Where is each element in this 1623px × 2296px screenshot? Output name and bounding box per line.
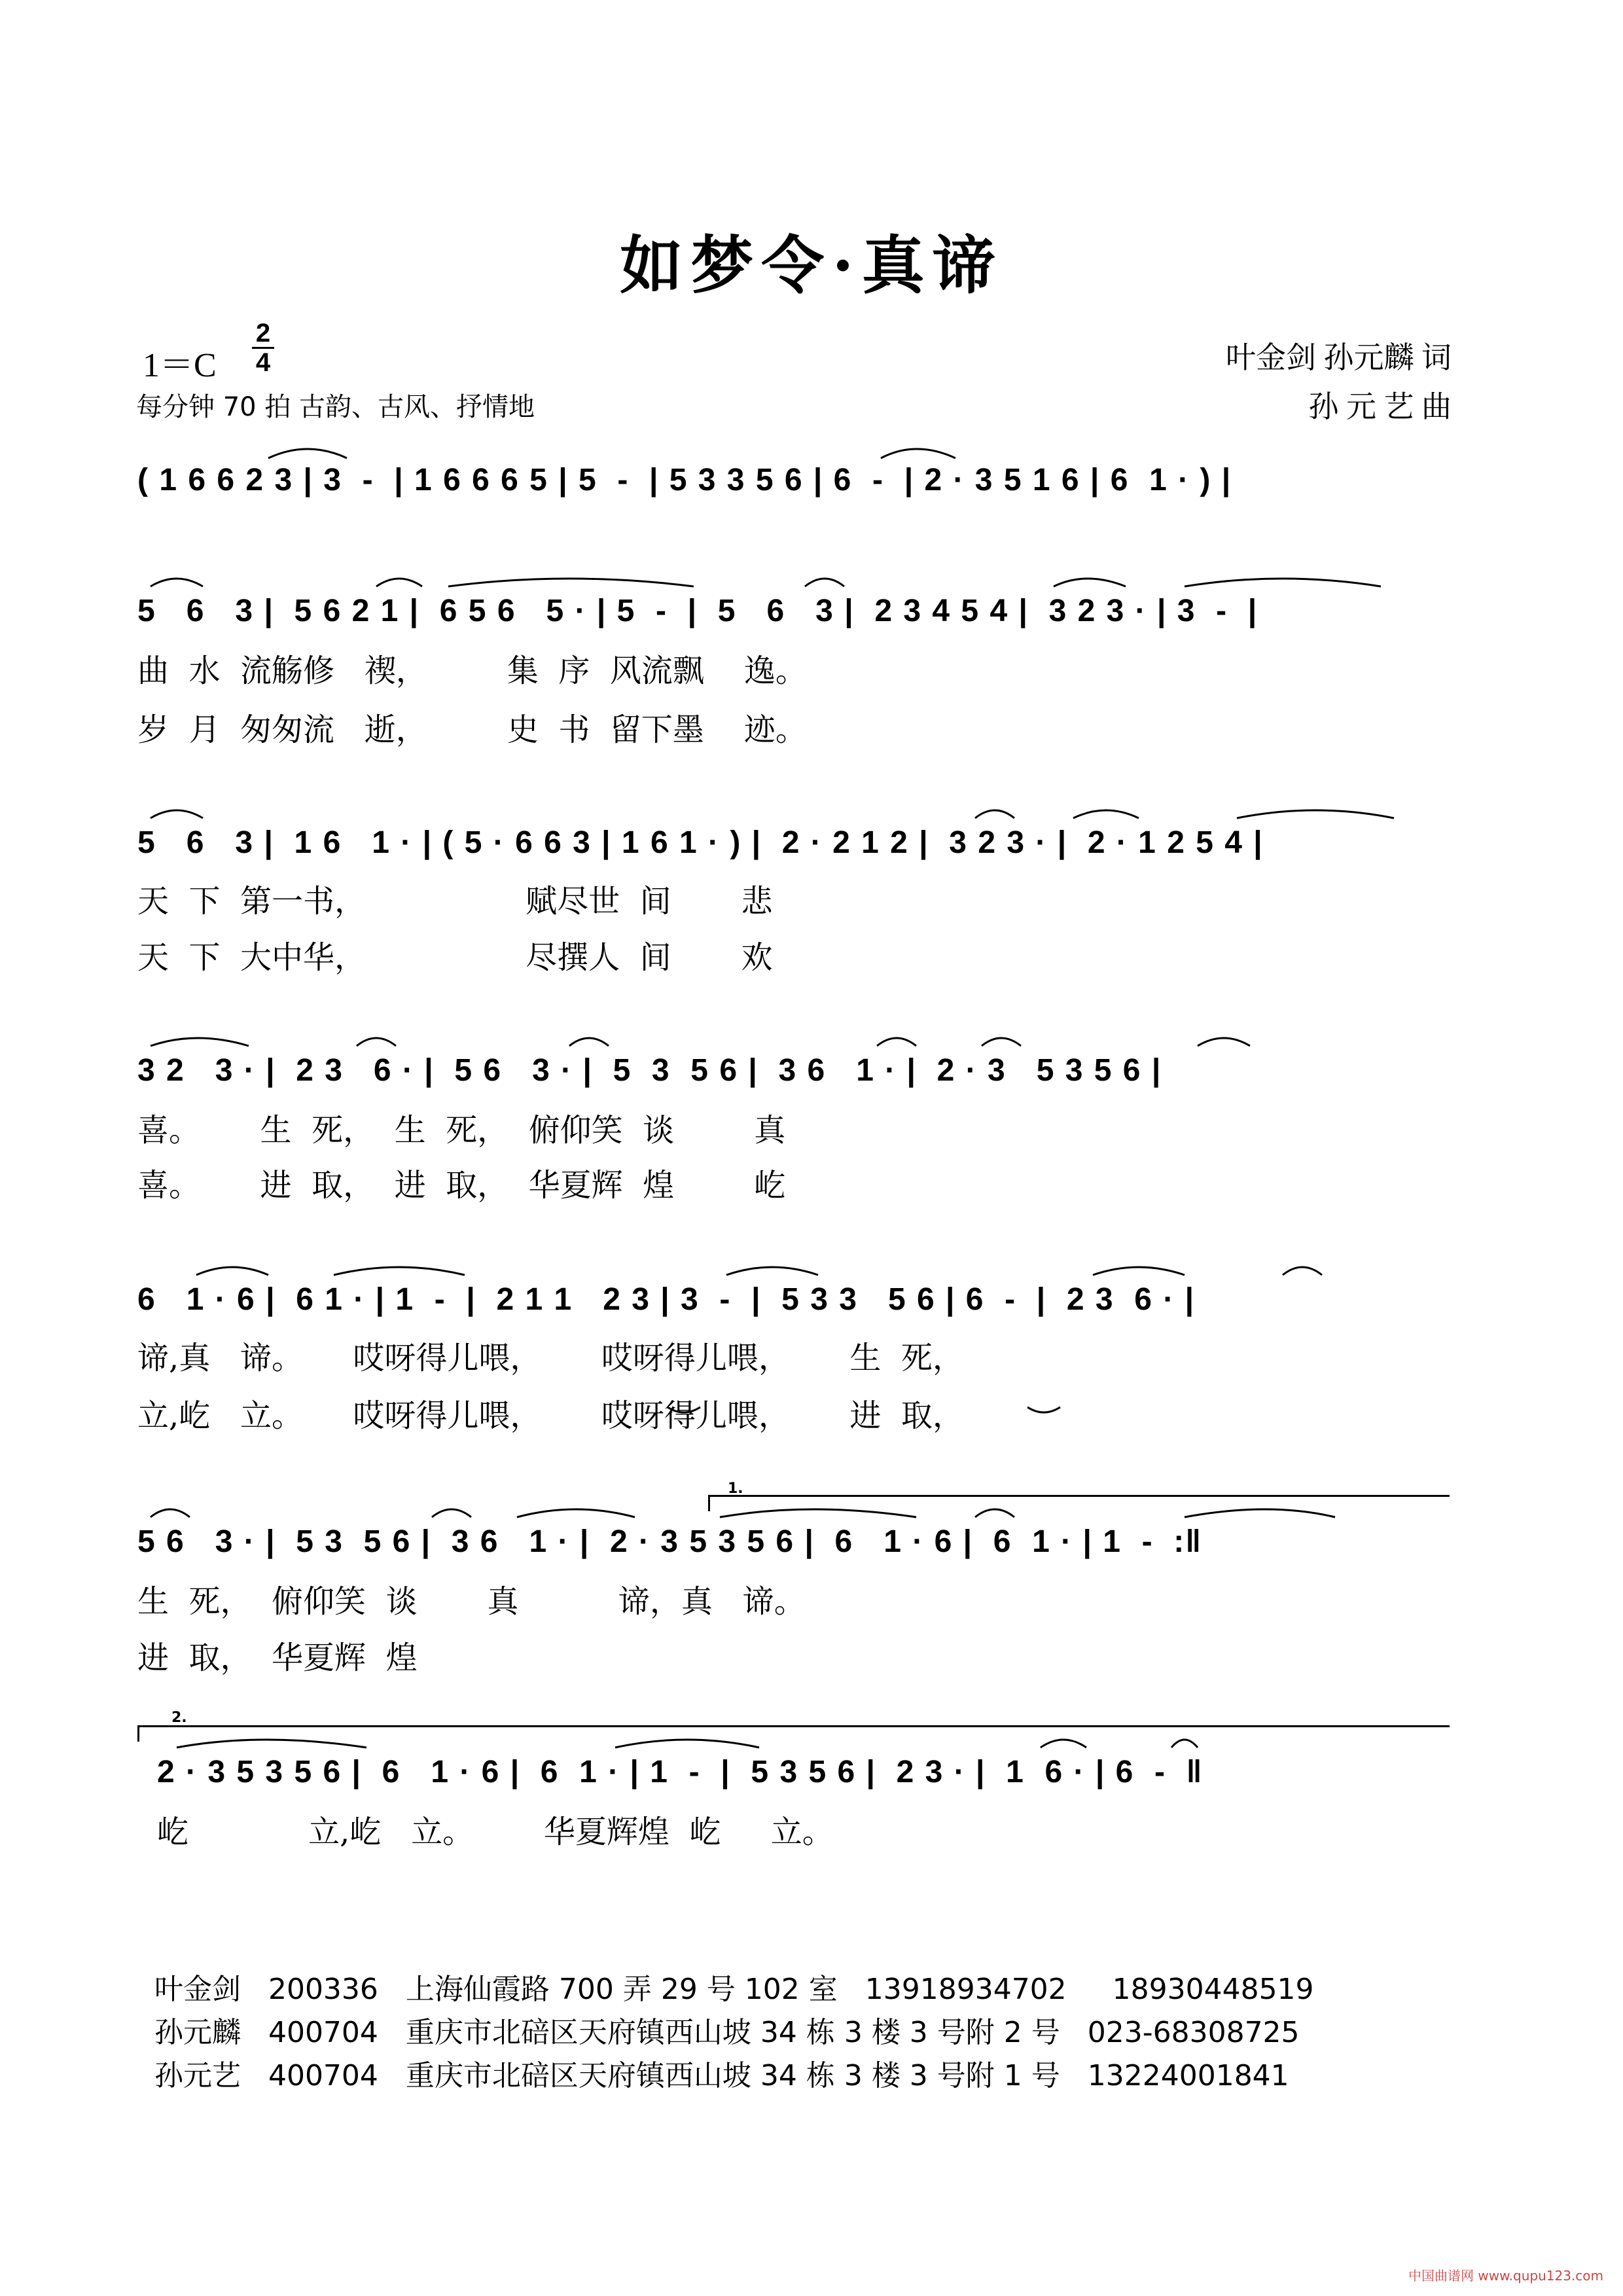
lyricist-credit: 叶金剑 孙元麟 词 [1226,341,1452,374]
notation-line-4: 3 2 3 · | 2 3 6 · | 5 6 3 · | 5 3 5 6 | 3 6 1 · | 2 · 3 5 3 5 6 | [137,1053,1162,1088]
slur [1198,1038,1250,1046]
slur [1093,1267,1185,1275]
slur [805,579,844,586]
volta-number-1: 1. [728,1480,743,1497]
notation-line-5: 6 1 · 6 | 6 1 · | 1 - | 2 1 1 2 3 | 3 - | 5 3 3 5 6 | 6 - | 2 3 6 · | [137,1282,1196,1317]
lyrics-line-6-verse-2: 进 取， 华夏辉 煌 [137,1640,418,1676]
notation-line-3: 5 6 3 | 1 6 1 · | ( 5 · 6 6 3 | 1 6 1 · ) | 2 · 2 1 2 | 3 2 3 · | 2 · 1 2 5 4 | [137,825,1264,860]
slur [1041,1740,1086,1748]
watermark: 中国曲谱网 www.qupu123.com [1408,2268,1603,2284]
slur [726,1267,818,1275]
contact-name: 孙元艺 [154,2059,241,2092]
contact-phone: 13918934702 [865,1973,1067,2006]
contact-address: 上海仙霞路 700 弄 29 号 102 室 [405,1973,838,2006]
lyrics-line-3-verse-2: 天 下 大中华， 尽撰人 间 欢 [137,939,773,976]
slur [1171,1740,1198,1748]
slur [151,579,203,586]
lyrics-line-3-verse-1: 天 下 第一书， 赋尽世 间 悲 [137,883,773,920]
slur [1073,810,1139,818]
notation-line-6: 5 6 3 · | 5 3 5 6 | 3 6 1 · | 2 · 3 5 3 5 6 | 6 1 · 6 | 6 1 · | 1 - :‖ [137,1524,1203,1559]
contact-phone: 13224001841 [1087,2059,1289,2092]
slur [196,1267,268,1275]
slur [569,1038,609,1046]
contact-address: 重庆市北碚区天府镇西山坡 34 栋 3 楼 3 号附 1 号 [405,2059,1060,2092]
lyrics-line-4-verse-2: 喜。 进 取， 进 取， 华夏辉 煌 屹 [137,1167,786,1204]
contact-row [136,2018,1289,2094]
lyrics-line-7-verse-1: 屹 立,屹 立。 华夏辉煌 屹 立。 [157,1814,834,1850]
slur [975,810,1014,818]
slur [177,1740,366,1748]
slur [151,1509,190,1517]
slur [1283,1267,1322,1275]
slur [334,1267,465,1275]
lyrics-line-6-verse-1: 生 死， 俯仰笑 谈 真 谛，真 谛。 [137,1583,806,1620]
slur [151,1038,249,1046]
volta-number-2: 2. [171,1710,187,1726]
slur [357,1038,396,1046]
page-title: 如梦令·真谛 [620,228,1003,302]
key-signature: 1＝C [143,347,217,384]
slur [982,1038,1021,1046]
notation-line-7: 2 · 3 5 3 5 6 | 6 1 · 6 | 6 1 · | 1 - | 5 3 5 6 | 2 3 · | 1 6 · | 6 - ‖ [157,1755,1204,1789]
slur [517,1509,635,1517]
slur [268,449,347,458]
lyrics-line-5-verse-1: 谛,真 谛。 哎呀得儿喂， 哎呀得儿喂， 生 死， [137,1340,964,1376]
slur [448,579,694,586]
slur [881,449,955,458]
slur [615,1740,759,1748]
lyrics-line-5-verse-2: 立,屹 立。 哎呀得儿喂， 哎呀得儿喂， 进 取， [137,1397,964,1434]
notation-line-1: ( 1 6 6 2 3 | 3 - | 1 6 6 6 5 | 5 - | 5 3 3 5 6 | 6 - | 2 · 3 5 1 6 | 6 1 · ) | [137,463,1232,497]
slur [1054,579,1126,586]
contact-phone: 18930448519 [1112,1973,1314,2006]
composer-credit: 孙 元 艺 曲 [1308,390,1452,423]
lyrics-line-2-verse-2: 岁 月 匆匆流 逝， 史 书 留下墨 迹。 [137,711,807,748]
contact-postcode: 200336 [268,1973,378,2006]
contact-name: 孙元麟 [154,2016,241,2049]
slur [1027,1407,1060,1412]
slur [877,1038,916,1046]
slur [1185,1509,1335,1517]
time-signature-denominator: 4 [255,348,271,377]
tempo-marking: 每分钟 70 拍 古韵、古风、抒情地 [136,392,535,422]
slur [376,579,422,586]
slur [1185,579,1381,586]
notation-line-2: 5 6 3 | 5 6 2 1 | 6 5 6 5 · | 5 - | 5 6 3 | 2 3 4 5 4 | 3 2 3 · | 3 - | [137,594,1258,628]
slur [975,1509,1014,1517]
contact-phone: 023-68308725 [1087,2016,1300,2049]
time-signature-numerator: 2 [252,319,274,349]
slur [151,810,203,818]
lyrics-line-4-verse-1: 喜。 生 死， 生 死， 俯仰笑 谈 真 [137,1112,786,1149]
slur [668,1407,700,1412]
contact-postcode: 400704 [268,2016,378,2049]
slur [432,1509,471,1517]
contact-address: 重庆市北碚区天府镇西山坡 34 栋 3 楼 3 号附 2 号 [405,2016,1060,2049]
slur [720,1509,916,1517]
contact-postcode: 400704 [268,2059,378,2092]
contact-name: 叶金剑 [154,1973,241,2006]
slur [1237,810,1394,818]
lyrics-line-2-verse-1: 曲 水 流觞修 禊， 集 序 风流飘 逸。 [137,653,807,689]
